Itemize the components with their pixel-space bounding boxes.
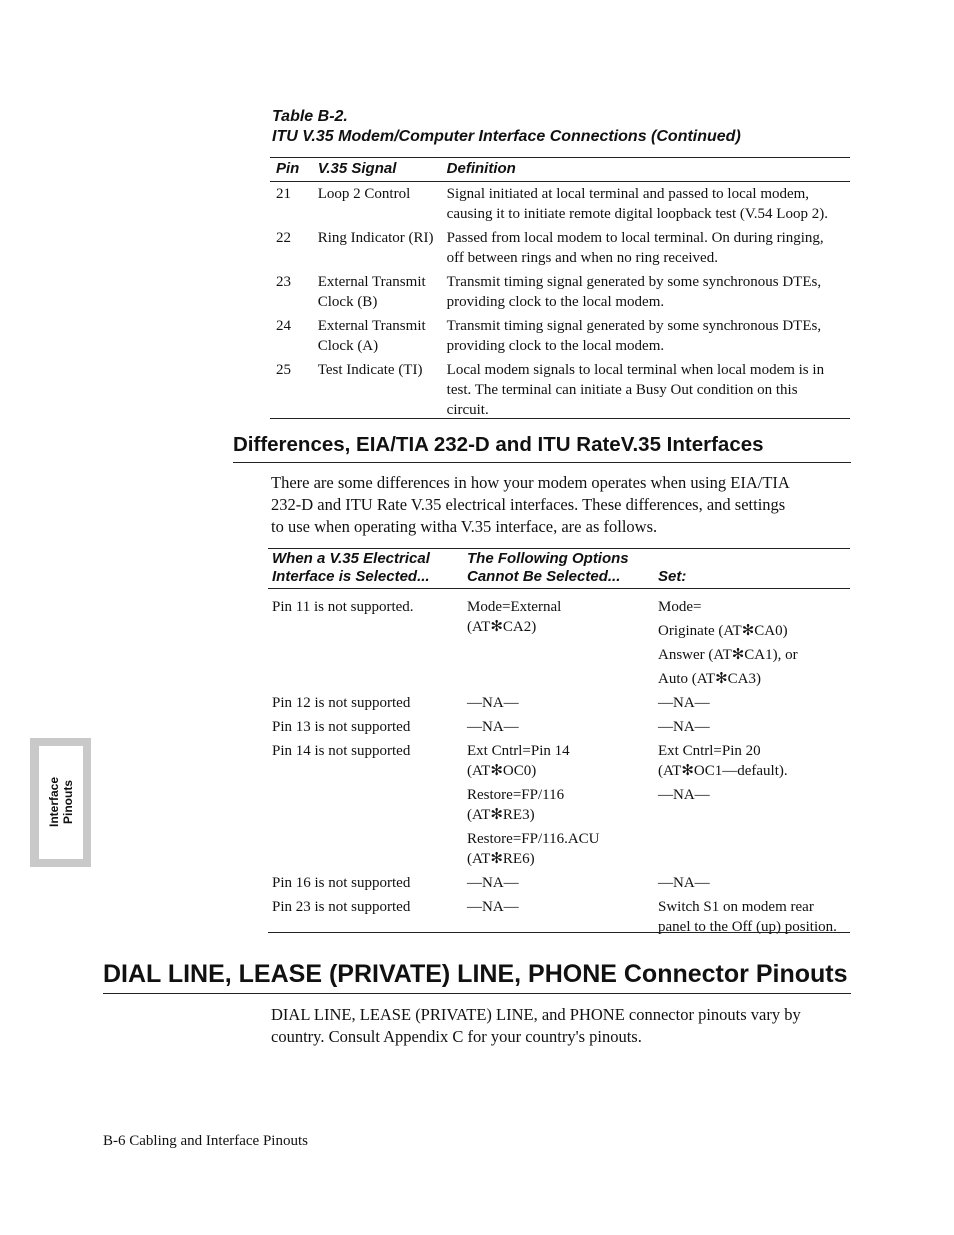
definition-line: causing it to initiate remote digital loopback test (V.54 Loop 2). [446, 206, 828, 222]
side-tab-label-box [39, 746, 83, 859]
header-when-selected [268, 549, 463, 589]
option-entry [658, 873, 850, 893]
signal-line: Ring Indicator (RI) [317, 230, 434, 246]
condition-cell: Pin 14 is not supported [272, 743, 411, 759]
definition-cell [447, 182, 850, 229]
signal-cell [318, 316, 447, 360]
option-line: (AT✻CA2) [467, 619, 537, 635]
table-caption [272, 107, 852, 147]
table-row [268, 717, 850, 741]
definition-line: Transmit timing signal generated by some synchronous DTEs, [446, 318, 822, 334]
definition-line: providing clock to the local modem. [446, 338, 665, 354]
option-line: Mode= [658, 599, 702, 615]
option-line: —NA— [467, 695, 519, 711]
side-tab-line: Interface [47, 776, 61, 828]
definition-line: Local modem signals to local terminal when local modem is in [446, 362, 825, 378]
signal-line: Clock (A) [317, 338, 379, 354]
definition-cell [447, 272, 850, 316]
definition-line: Signal initiated at local terminal and passed to local modem, [446, 186, 810, 202]
option-entry [658, 597, 850, 617]
differences-table [268, 548, 850, 941]
table-row [270, 228, 850, 272]
unavailable-options-cell [463, 897, 654, 941]
table-row [268, 873, 850, 897]
option-line: (AT✻RE6) [467, 851, 535, 867]
pin-cell: 21 [276, 186, 291, 202]
table-header-row [270, 158, 850, 182]
option-entry [658, 741, 850, 781]
option-entry [658, 897, 850, 937]
header-cannot-select [463, 549, 654, 589]
option-line: Answer (AT✻CA1), or [658, 647, 798, 663]
signal-line: Loop 2 Control [317, 186, 411, 202]
table-row [270, 272, 850, 316]
definition-line: off between rings and when no ring received. [446, 250, 718, 266]
option-entry [658, 717, 850, 737]
option-line: —NA— [658, 695, 710, 711]
header-line: When a V.35 Electrical [272, 550, 430, 567]
option-line: Restore=FP/116.ACU [467, 831, 600, 847]
option-line: Auto (AT✻CA3) [658, 671, 761, 687]
table-row [270, 316, 850, 360]
table-bottom-rule [268, 932, 850, 933]
condition-cell: Pin 23 is not supported [272, 899, 411, 915]
option-line: Restore=FP/116 [467, 787, 565, 803]
side-thumb-tab [30, 738, 91, 867]
condition-cell: Pin 16 is not supported [272, 875, 411, 891]
option-line: —NA— [658, 787, 710, 803]
page-footer: B-6 Cabling and Interface Pinouts [103, 1133, 308, 1149]
condition-cell: Pin 11 is not supported. [272, 599, 414, 615]
unavailable-options-cell [463, 873, 654, 897]
option-line: Mode=External [467, 599, 562, 615]
section-paragraph [271, 472, 826, 538]
definition-line: Transmit timing signal generated by some synchronous DTEs, [446, 274, 822, 290]
definition-line: Passed from local modem to local terminal. On during ringing, [446, 230, 824, 246]
chapter-heading-rule [103, 993, 851, 994]
paragraph-line: country. Consult Appendix C for your country's pinouts. [271, 1027, 642, 1046]
signal-cell [318, 272, 447, 316]
header-line: Set: [658, 568, 687, 585]
option-line: Originate (AT✻CA0) [658, 623, 788, 639]
option-line: —NA— [467, 875, 519, 891]
table-body [270, 182, 850, 423]
table-row [268, 897, 850, 941]
definition-line: circuit. [446, 402, 489, 418]
header-set [654, 549, 850, 589]
interface-connections-table [270, 157, 850, 422]
paragraph-line: DIAL LINE, LEASE (PRIVATE) LINE, and PHONE connector pinouts vary by [271, 1005, 801, 1024]
signal-line: Clock (B) [317, 294, 378, 310]
option-entry [467, 785, 654, 825]
pin-cell: 25 [276, 362, 291, 378]
table-number: Table B-2. [272, 108, 348, 125]
table-header-row [268, 549, 850, 589]
unavailable-options-cell [463, 589, 654, 694]
option-line: (AT✻OC1—default). [658, 763, 788, 779]
option-entry [467, 693, 654, 713]
condition-cell: Pin 13 is not supported [272, 719, 411, 735]
table-body [268, 589, 850, 942]
header-definition: Definition [446, 160, 516, 177]
table-row [268, 741, 850, 873]
set-options-cell [654, 589, 850, 694]
header-pin: Pin [276, 160, 300, 177]
side-tab-line: Pinouts [61, 780, 75, 824]
table-row [268, 693, 850, 717]
unavailable-options-cell [463, 741, 654, 873]
signal-line: External Transmit [317, 274, 426, 290]
pin-cell: 22 [276, 230, 291, 246]
option-line: Ext Cntrl=Pin 14 [467, 743, 570, 759]
definition-cell [447, 316, 850, 360]
set-options-cell [654, 741, 850, 873]
option-line: panel to the Off (up) position. [658, 919, 837, 935]
set-options-cell [654, 717, 850, 741]
paragraph-line: 232-D and ITU Rate V.35 electrical interfaces. These differences, and settings [271, 495, 786, 514]
table-row [270, 360, 850, 422]
option-line: (AT✻OC0) [467, 763, 537, 779]
set-options-cell [654, 693, 850, 717]
section-heading: Differences, EIA/TIA 232-D and ITU RateV.35 Interfaces [233, 433, 764, 456]
definition-cell [447, 228, 850, 272]
set-options-cell [654, 897, 850, 941]
signal-line: External Transmit [317, 318, 426, 334]
definition-line: providing clock to the local modem. [446, 294, 665, 310]
header-line: Cannot Be Selected... [467, 568, 621, 585]
header-line: The Following Options [467, 550, 629, 567]
signal-cell [318, 182, 447, 229]
paragraph-line: to use when operating witha V.35 interface, are as follows. [271, 517, 658, 536]
pin-cell: 24 [276, 318, 291, 334]
option-line: Switch S1 on modem rear [658, 899, 814, 915]
definition-line: test. The terminal can initiate a Busy Out condition on this [446, 382, 798, 398]
paragraph-line: There are some differences in how your modem operates when using EIA/TIA [271, 473, 790, 492]
signal-cell [318, 228, 447, 272]
option-entry [467, 873, 654, 893]
option-entry [658, 645, 850, 665]
unavailable-options-cell [463, 717, 654, 741]
section-heading-rule [233, 462, 851, 463]
unavailable-options-cell [463, 693, 654, 717]
table-row [268, 589, 850, 694]
option-line: —NA— [658, 719, 710, 735]
option-entry [658, 669, 850, 689]
option-entry [467, 597, 654, 637]
table-bottom-rule [270, 418, 850, 419]
signal-cell [318, 360, 447, 422]
condition-cell: Pin 12 is not supported [272, 695, 411, 711]
table-row [270, 182, 850, 229]
option-entry [658, 785, 850, 805]
chapter-heading: DIAL LINE, LEASE (PRIVATE) LINE, PHONE Connector Pinouts [103, 960, 848, 988]
table-title: ITU V.35 Modem/Computer Interface Connections (Continued) [272, 128, 741, 145]
pin-cell: 23 [276, 274, 291, 290]
option-entry [467, 897, 654, 917]
option-entry [467, 829, 654, 869]
option-line: —NA— [467, 719, 519, 735]
option-entry [467, 717, 654, 737]
header-signal: V.35 Signal [317, 160, 397, 177]
option-line: Ext Cntrl=Pin 20 [658, 743, 761, 759]
side-tab-label [47, 746, 75, 859]
set-options-cell [654, 873, 850, 897]
header-line: Interface is Selected... [272, 568, 430, 585]
option-line: —NA— [467, 899, 519, 915]
option-entry [658, 621, 850, 641]
option-line: (AT✻RE3) [467, 807, 535, 823]
option-entry [658, 693, 850, 713]
option-line: —NA— [658, 875, 710, 891]
option-entry [467, 741, 654, 781]
definition-cell [447, 360, 850, 422]
chapter-paragraph [271, 1004, 851, 1048]
signal-line: Test Indicate (TI) [317, 362, 423, 378]
